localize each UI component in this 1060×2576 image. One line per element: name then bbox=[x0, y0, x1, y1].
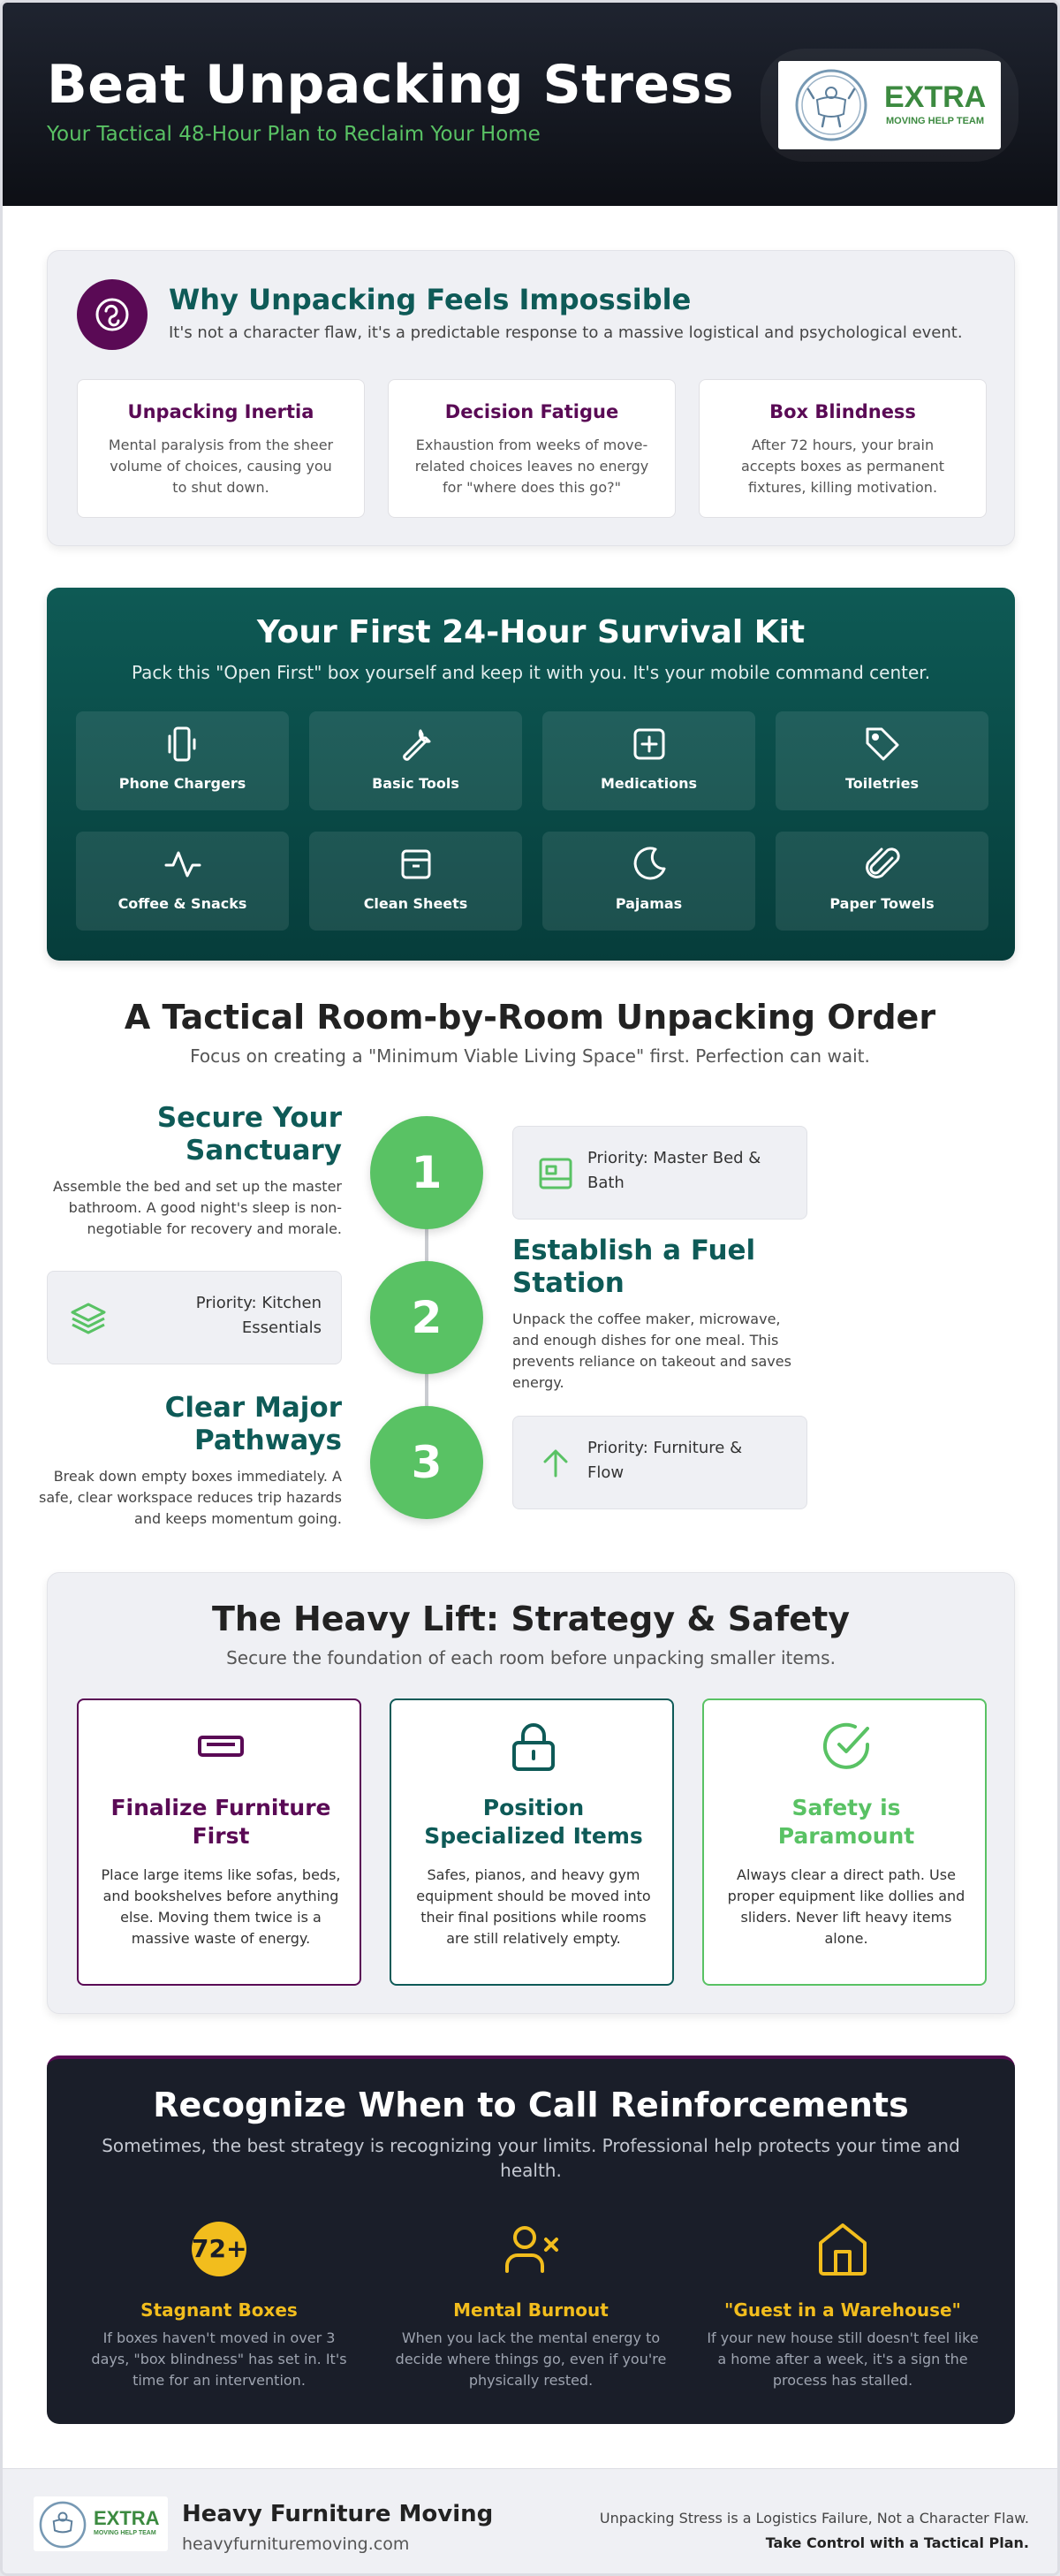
kit-item-toiletries bbox=[776, 711, 988, 810]
step-1-desc: Assemble the bed and set up the master bathroom. A good night's sleep is non-negotiable for recovery and morale. bbox=[52, 1178, 342, 1237]
step-2-title: Establish a Fuel Station bbox=[512, 1235, 756, 1299]
why-title: Why Unpacking Feels Impossible bbox=[169, 283, 692, 316]
footer-cta: Take Control with a Tactical Plan. bbox=[765, 2534, 1029, 2551]
priority-text: Priority: Master Bed & Bath bbox=[587, 1149, 761, 1192]
reinforcement-title: "Guest in a Warehouse" bbox=[724, 2299, 961, 2321]
why-card-desc: Exhaustion from weeks of move-related choices leaves no energy for "where does this go?" bbox=[414, 437, 649, 496]
heavy-title: The Heavy Lift: Strategy & Safety bbox=[212, 1600, 850, 1638]
survival-kit-section bbox=[47, 588, 1015, 961]
brain-icon bbox=[77, 279, 148, 350]
user-x-icon bbox=[500, 2218, 562, 2280]
archive-box-icon bbox=[396, 844, 436, 885]
step-3-desc: Break down empty boxes immediately. A safe, clear workspace reduces trip hazards and keeps momentum going. bbox=[39, 1468, 342, 1527]
logo-tagline: MOVING HELP TEAM bbox=[886, 116, 985, 126]
strongman-emblem-icon bbox=[39, 2501, 87, 2549]
heavy-card-title: Finalize Furniture First bbox=[110, 1795, 331, 1849]
kit-item-label: Toiletries bbox=[845, 775, 919, 792]
page-subtitle: Your Tactical 48-Hour Plan to Reclaim Your Home bbox=[47, 123, 541, 146]
sofa-icon bbox=[194, 1720, 247, 1773]
reinforcements-lead: Sometimes, the best strategy is recognizing your limits. Professional help protects your time and health. bbox=[102, 2135, 960, 2181]
reinforcements-section bbox=[47, 2055, 1015, 2424]
why-section bbox=[47, 250, 1015, 546]
tactical-lead: Focus on creating a "Minimum Viable Living Space" first. Perfection can wait. bbox=[190, 1045, 870, 1067]
step-3-priority bbox=[512, 1416, 807, 1509]
heavy-card-desc: Always clear a direct path. Use proper equipment like dollies and sliders. Never lift heavy items alone. bbox=[727, 1866, 965, 1947]
step-2-priority bbox=[47, 1271, 342, 1364]
layers-icon bbox=[69, 1299, 108, 1338]
moon-icon bbox=[629, 844, 670, 885]
kit-item-pajamas bbox=[542, 832, 755, 931]
kit-item-basic-tools bbox=[309, 711, 522, 810]
medical-plus-icon bbox=[629, 724, 670, 764]
kit-item-label: Paper Towels bbox=[829, 895, 935, 912]
page-title: Beat Unpacking Stress bbox=[47, 54, 735, 116]
heavy-card-desc: Safes, pianos, and heavy gym equipment should be moved into their final positions while rooms are still relatively empty. bbox=[416, 1866, 651, 1947]
why-icon-badge bbox=[77, 279, 148, 350]
why-card-desc: After 72 hours, your brain accepts boxes as permanent fixtures, killing motivation. bbox=[740, 437, 945, 496]
priority-text: Priority: Kitchen Essentials bbox=[195, 1294, 322, 1337]
why-card-fatigue bbox=[388, 379, 676, 518]
heavy-card-title: Position Specialized Items bbox=[424, 1795, 643, 1849]
reinforcement-desc: If your new house still doesn't feel like a home after a week, it's a sign the process has stalled. bbox=[707, 2329, 979, 2389]
footer-logo-tagline: MOVING HELP TEAM bbox=[94, 2530, 156, 2536]
footer-tagline: Unpacking Stress is a Logistics Failure, Not a Character Flaw. bbox=[599, 2510, 1029, 2527]
reinforcement-title: Mental Burnout bbox=[453, 2299, 609, 2321]
step-1-number: 1 bbox=[370, 1116, 483, 1229]
step-2-desc: Unpack the coffee maker, microwave, and enough dishes for one meal. This prevents reliance on takeout and saves energy. bbox=[512, 1311, 791, 1391]
why-lead: It's not a character flaw, it's a predictable response to a massive logistical and psychological event. bbox=[169, 323, 963, 342]
kit-title: Your First 24-Hour Survival Kit bbox=[256, 614, 806, 650]
step-2-number: 2 bbox=[370, 1261, 483, 1374]
tactical-title: A Tactical Room-by-Room Unpacking Order bbox=[124, 998, 936, 1037]
kit-item-clean-sheets bbox=[309, 832, 522, 931]
kit-item-medications bbox=[542, 711, 755, 810]
paperclip-icon bbox=[862, 844, 903, 885]
strongman-emblem-icon bbox=[794, 68, 868, 142]
heavy-lead: Secure the foundation of each room before unpacking smaller items. bbox=[226, 1647, 836, 1668]
reinforcement-title: Stagnant Boxes bbox=[140, 2299, 298, 2321]
footer-logo-wordmark: EXTRA bbox=[94, 2507, 160, 2529]
why-card-desc: Mental paralysis from the sheer volume of choices, causing you to shut down. bbox=[108, 437, 334, 496]
step-1-priority bbox=[512, 1126, 807, 1220]
phone-charger-icon bbox=[163, 724, 203, 764]
user-x-icon-wrap bbox=[500, 2218, 562, 2280]
heavy-card-furniture bbox=[77, 1698, 361, 1986]
72-plus-badge-icon bbox=[188, 2218, 250, 2280]
reinforcement-stagnant-boxes bbox=[82, 2218, 356, 2391]
heavy-card-title: Safety is Paramount bbox=[777, 1795, 915, 1849]
reinforcements-title: Recognize When to Call Reinforcements bbox=[153, 2086, 909, 2124]
home-icon-wrap bbox=[812, 2218, 874, 2280]
why-card-title: Unpacking Inertia bbox=[127, 401, 314, 422]
why-card-title: Decision Fatigue bbox=[444, 401, 619, 422]
heavy-lift-section bbox=[47, 1572, 1015, 2014]
wrench-icon bbox=[396, 724, 436, 764]
reinforcement-mental-burnout bbox=[394, 2218, 668, 2391]
tag-icon bbox=[862, 724, 903, 764]
footer-logo[interactable] bbox=[34, 2496, 168, 2551]
kit-item-label: Phone Chargers bbox=[118, 775, 246, 792]
kit-item-label: Pajamas bbox=[615, 895, 683, 912]
heavy-card-specialized bbox=[390, 1698, 674, 1986]
home-icon bbox=[812, 2218, 874, 2280]
why-card-inertia bbox=[77, 379, 365, 518]
footer-website-link[interactable]: heavyfurnituremoving.com bbox=[182, 2534, 410, 2554]
footer-company-name: Heavy Furniture Moving bbox=[182, 2501, 494, 2527]
logo-wordmark: EXTRA bbox=[884, 80, 987, 114]
why-card-title: Box Blindness bbox=[769, 401, 916, 422]
kit-item-label: Clean Sheets bbox=[363, 895, 468, 912]
badge-72-text: 72+ bbox=[192, 2222, 246, 2276]
reinforcement-desc: If boxes haven't moved in over 3 days, "box blindness" has set in. It's time for an intervention. bbox=[91, 2329, 347, 2389]
priority-text: Priority: Furniture & Flow bbox=[587, 1439, 743, 1482]
reinforcement-guest-warehouse bbox=[706, 2218, 980, 2391]
bed-icon bbox=[536, 1154, 575, 1193]
activity-icon bbox=[163, 844, 203, 885]
step-3-title: Clear Major Pathways bbox=[164, 1392, 342, 1456]
why-card-blindness bbox=[699, 379, 987, 518]
kit-item-label: Medications bbox=[600, 775, 698, 792]
step-3-number: 3 bbox=[370, 1406, 483, 1519]
kit-lead: Pack this "Open First" box yourself and keep it with you. It's your mobile command center. bbox=[131, 662, 931, 683]
heavy-card-desc: Place large items like sofas, beds, and bookshelves before anything else. Moving them twice is a massive waste of energy. bbox=[101, 1866, 341, 1947]
kit-item-coffee-snacks bbox=[76, 832, 289, 931]
kit-item-phone-chargers bbox=[76, 711, 289, 810]
reinforcement-desc: When you lack the mental energy to decide where things go, even if you're physically rested. bbox=[395, 2329, 667, 2389]
page-footer bbox=[3, 2468, 1057, 2576]
page-header bbox=[3, 3, 1057, 206]
kit-item-label: Basic Tools bbox=[372, 775, 459, 792]
kit-item-label: Coffee & Snacks bbox=[117, 895, 247, 912]
lock-icon bbox=[507, 1720, 560, 1773]
heavy-card-safety bbox=[702, 1698, 987, 1986]
step-1-title: Secure Your Sanctuary bbox=[156, 1102, 342, 1166]
check-circle-icon bbox=[820, 1720, 873, 1773]
header-logo[interactable] bbox=[778, 61, 1001, 149]
arrow-up-icon bbox=[536, 1444, 575, 1483]
kit-item-paper-towels bbox=[776, 832, 988, 931]
